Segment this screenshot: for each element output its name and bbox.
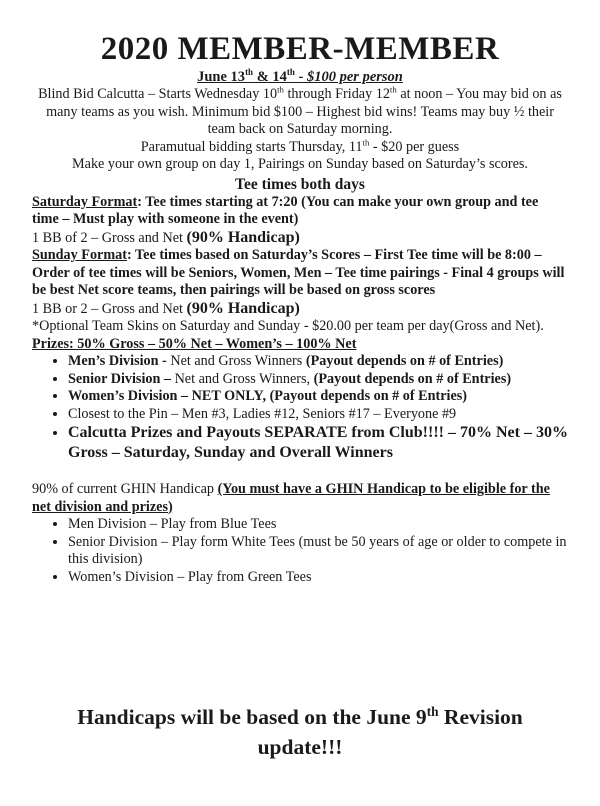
division-senior: • Senior Division – Play form White Tees (must be 50 years of age or older to compete in this division) xyxy=(68,534,568,569)
event-dates: June 13th & 14th - $100 per person xyxy=(197,67,403,85)
prize-womens-division: • Women’s Division – NET ONLY, (Payout depends on # of Entries) xyxy=(68,388,568,406)
handicap-footer: Handicaps will be based on the June 9th Revision update!!! xyxy=(77,703,523,759)
saturday-bestball: 1 BB of 2 – Gross and Net (90% Handicap) xyxy=(32,228,300,246)
calcutta-info: Blind Bid Calcutta – Starts Wednesday 10th through Friday 12th at noon – You may bid on as many teams as you wish. Minimum bid $100 – Highest bid wins! Teams may buy ½ their team back on Saturday morning. xyxy=(38,84,562,137)
prizes-list xyxy=(32,353,568,463)
ghin-info: 90% of current GHIN Handicap (You must have a GHIN Handicap to be eligible for the net division and prizes) xyxy=(32,481,550,515)
divisions-list xyxy=(32,516,568,586)
skins-info: *Optional Team Skins on Saturday and Sunday - $20.00 per team per day(Gross and Net). xyxy=(32,318,544,334)
prizes-heading: Prizes: 50% Gross – 50% Net – Women’s – 100% Net xyxy=(32,335,357,352)
division-men: • Men Division – Play from Blue Tees xyxy=(68,516,568,534)
flyer-page xyxy=(0,30,600,806)
event-price: $100 per person xyxy=(307,69,403,85)
prize-senior-division: • Senior Division – Net and Gross Winners, (Payout depends on # of Entries) xyxy=(68,371,568,389)
page-title: 2020 MEMBER-MEMBER xyxy=(100,31,500,67)
division-women: • Women’s Division – Play from Green Tees xyxy=(68,569,568,587)
sunday-format: Sunday Format: Tee times based on Saturday’s Scores – First Tee time will be 8:00 – Order of tee times will be Seniors, Women, Men – Tee time pairings - Final 4 groups will be best Net score teams, then pairings will be based on gross scores xyxy=(32,247,565,298)
group-info: Make your own group on day 1, Pairings on Sunday based on Saturday’s scores. xyxy=(72,156,528,172)
prize-closest-to-pin: • Closest to the Pin – Men #3, Ladies #12, Seniors #17 – Everyone #9 xyxy=(68,406,568,424)
saturday-format: Saturday Format: Tee times starting at 7:20 (You can make your own group and tee time – Must play with someone in the event) xyxy=(32,193,539,227)
paramutual-info: Paramutual bidding starts Thursday, 11th - $20 per guess xyxy=(140,136,460,155)
tee-times-heading: Tee times both days xyxy=(235,175,365,193)
prize-calcutta: • Calcutta Prizes and Payouts SEPARATE from Club!!!! – 70% Net – 30% Gross – Saturday, Sunday and Overall Winners xyxy=(68,423,568,463)
prize-mens-division: • Men’s Division - Net and Gross Winners (Payout depends on # of Entries) xyxy=(68,353,568,371)
sunday-bestball: 1 BB or 2 – Gross and Net (90% Handicap) xyxy=(32,299,300,317)
